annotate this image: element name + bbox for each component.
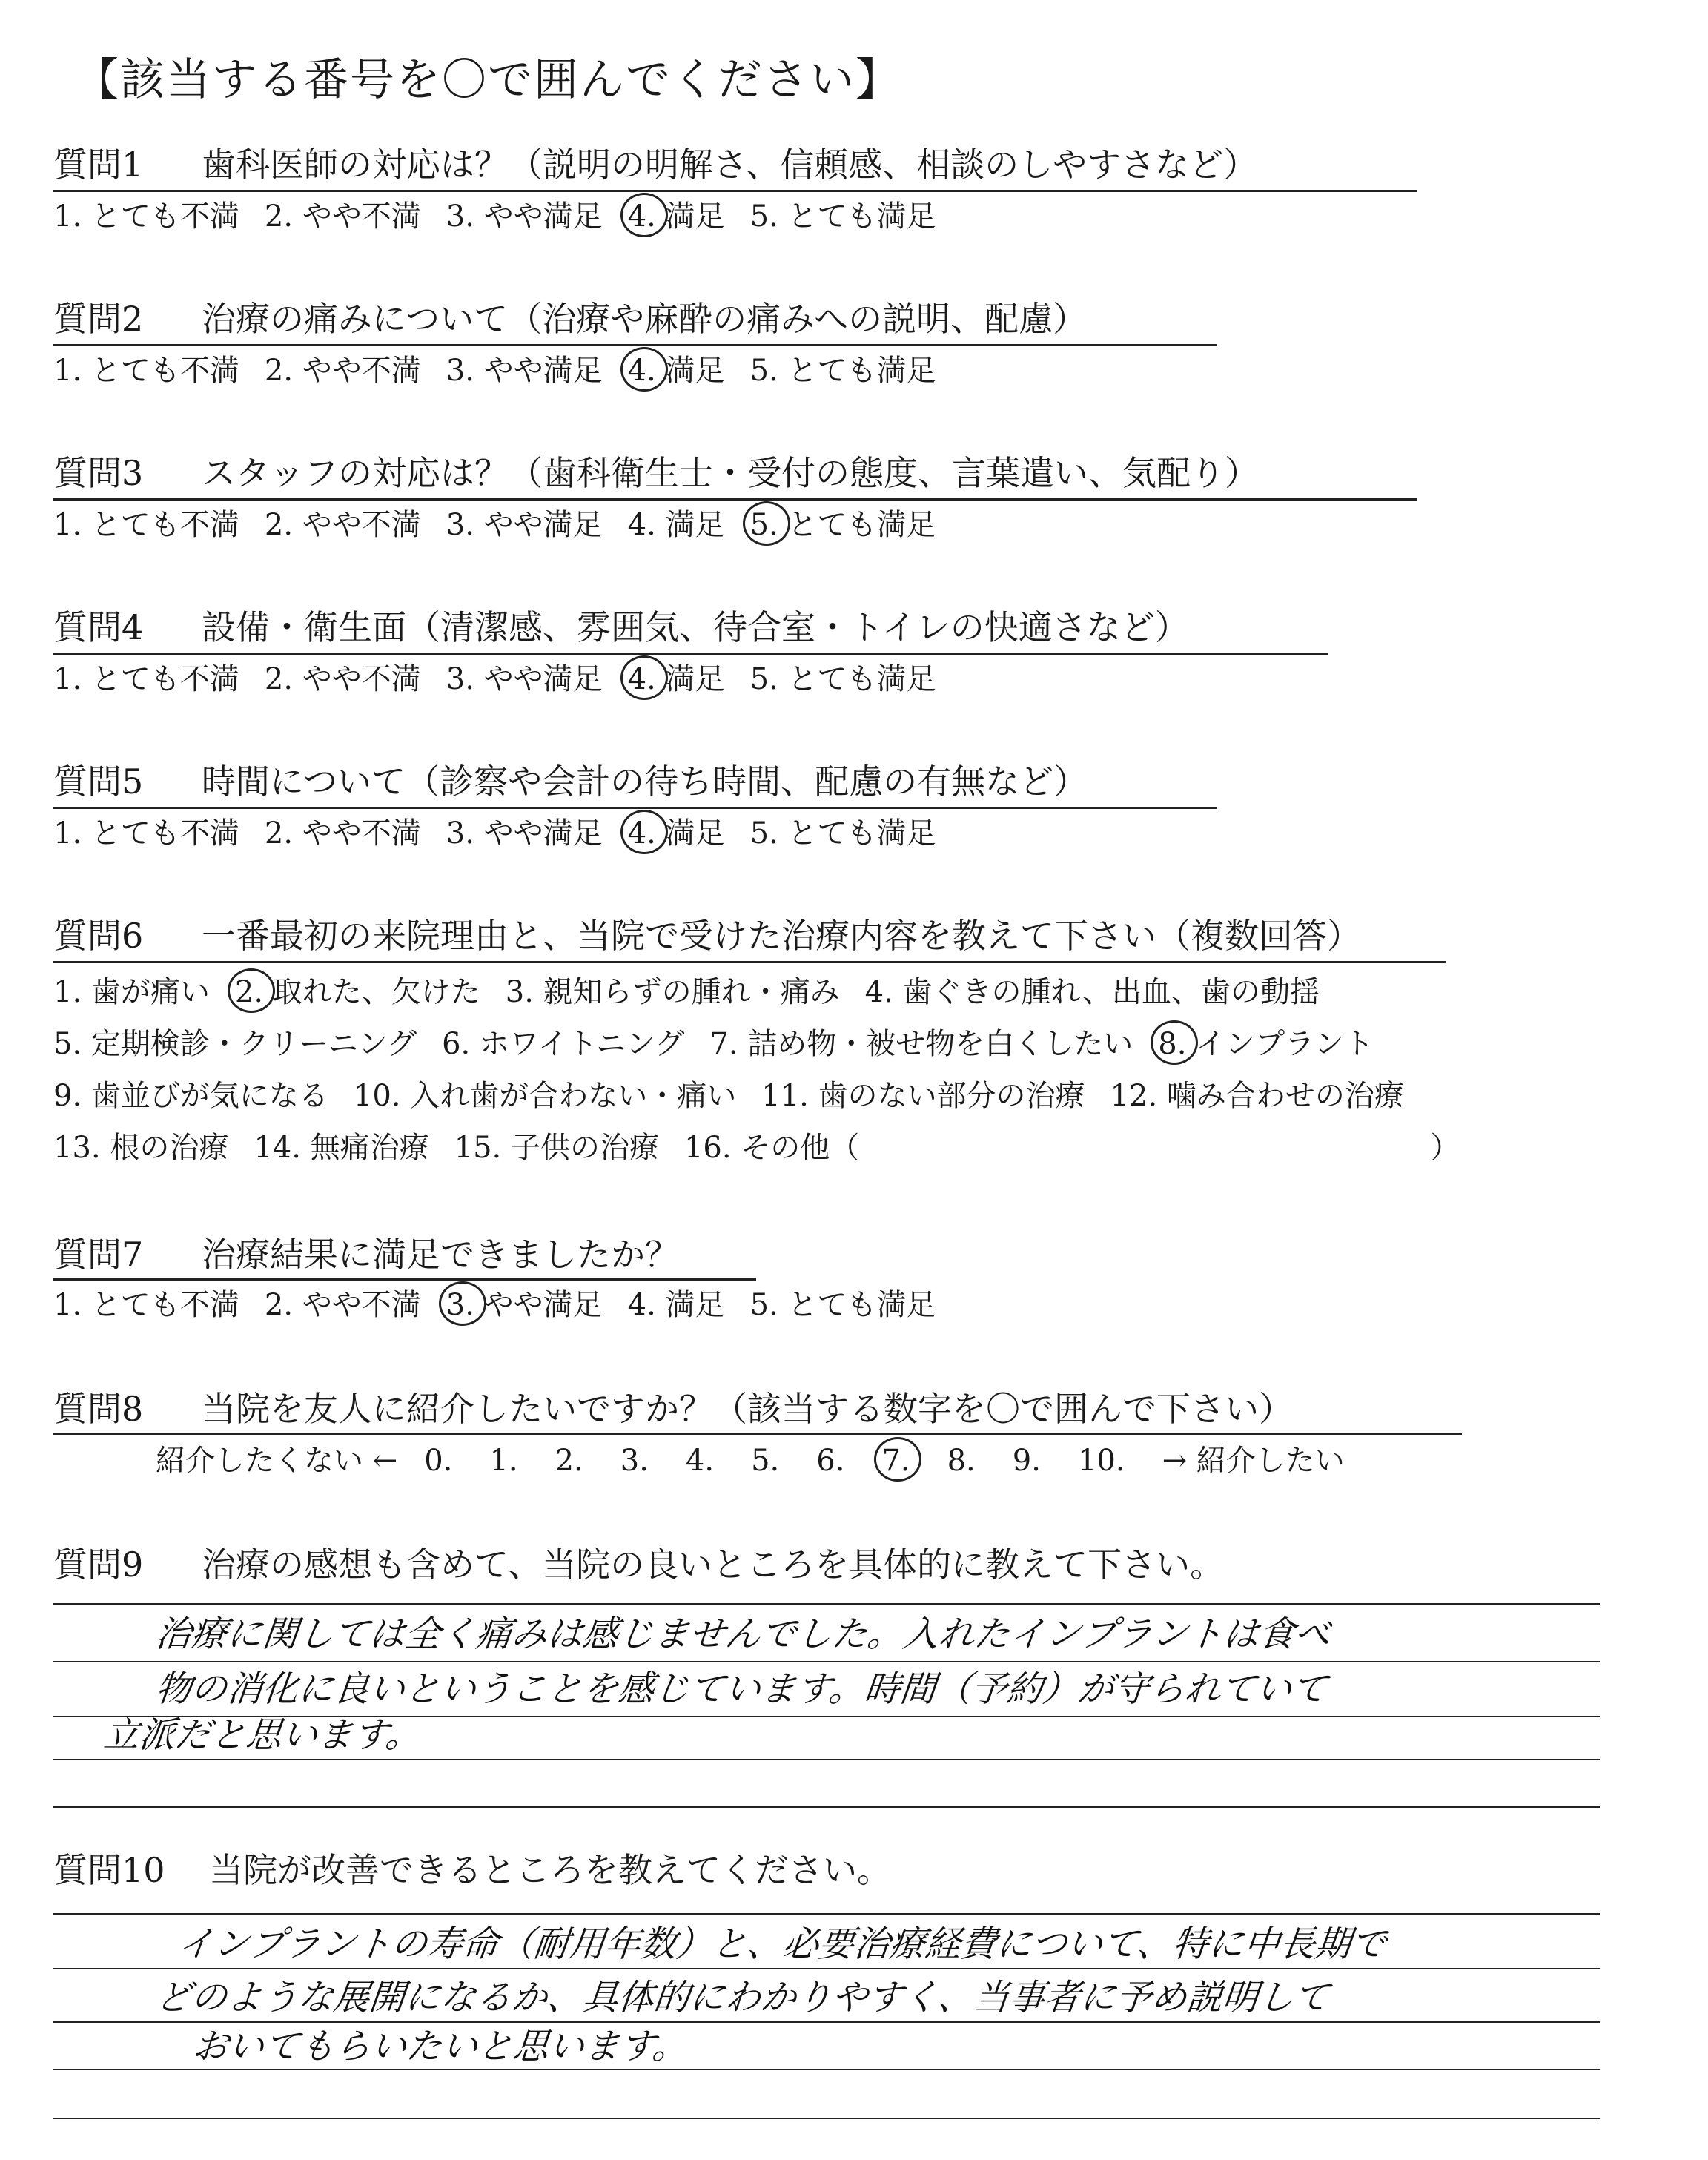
selection-circle xyxy=(228,968,275,1013)
option-label: 16. その他（ xyxy=(683,1131,860,1165)
option-label: 5. とても満足 xyxy=(749,816,936,851)
answer-option-selected xyxy=(881,1440,910,1482)
answer-option xyxy=(265,1284,421,1326)
question-5 xyxy=(53,758,1088,805)
answer-option xyxy=(750,196,936,237)
answer-option xyxy=(53,1127,228,1169)
answer-option xyxy=(53,658,239,700)
answer-options xyxy=(53,658,961,700)
answer-option-selected xyxy=(628,350,725,392)
answer-option-selected xyxy=(628,658,725,700)
question-text: 治療の痛みについて（治療や麻酔の痛みへの説明、配慮） xyxy=(202,299,1088,339)
question-underline xyxy=(53,344,1217,346)
answer-option xyxy=(555,1440,583,1482)
question-9 xyxy=(53,1541,1224,1588)
answer-option xyxy=(1110,1075,1404,1117)
option-label: 3. やや満足 xyxy=(446,354,603,388)
answer-options xyxy=(53,196,961,237)
handwritten-answer-line: 物の消化に良いということを感じています。時間（予約）が守られていて xyxy=(153,1668,1330,1710)
option-label: 1. とても不満 xyxy=(53,1288,239,1322)
option-label: 3. やや満足 xyxy=(446,662,603,696)
option-label: 6. ホワイトニング xyxy=(442,1027,685,1061)
answer-option xyxy=(265,196,421,237)
selection-circle xyxy=(620,810,668,854)
answer-line xyxy=(53,1806,1600,1808)
question-2 xyxy=(53,295,1087,343)
answer-line xyxy=(53,1661,1600,1662)
answer-option xyxy=(442,1023,684,1065)
answer-option-selected xyxy=(1158,1023,1374,1065)
nps-scale xyxy=(156,1440,1345,1482)
selection-circle xyxy=(874,1437,921,1482)
option-label: 4. 満足 xyxy=(627,354,725,388)
page-title: 【該当する番号を〇で囲んでください】 xyxy=(74,54,901,106)
option-label: 1. xyxy=(489,1444,518,1478)
question-underline xyxy=(53,807,1217,809)
question-number: 質問3 xyxy=(53,453,144,493)
question-text: 設備・衛生面（清潔感、雰囲気、待合室・トイレの快適さなど） xyxy=(202,607,1189,647)
answer-option xyxy=(686,1440,714,1482)
answer-options xyxy=(53,504,961,546)
question-underline xyxy=(53,1278,756,1281)
answer-option xyxy=(265,350,421,392)
option-label: 15. 子供の治療 xyxy=(454,1131,659,1165)
handwritten-answer-line: どのような展開になるか、具体的にわかりやすく、当事者に予め説明して xyxy=(153,1977,1331,2018)
option-label: 3. xyxy=(620,1444,649,1478)
question-text: 治療結果に満足できましたか？ xyxy=(202,1235,679,1275)
answer-option xyxy=(454,1127,659,1169)
option-label: 2. やや不満 xyxy=(264,662,421,696)
option-label: 1. とても不満 xyxy=(53,354,239,388)
answer-option xyxy=(750,350,936,392)
answer-line xyxy=(53,1603,1600,1605)
option-label: 9. 歯並びが気になる xyxy=(53,1079,328,1113)
question-number: 質問6 xyxy=(53,916,144,956)
option-label: 5. とても満足 xyxy=(749,354,936,388)
option-label: 5. 定期検診・クリーニング xyxy=(53,1027,417,1061)
question-number: 質問2 xyxy=(53,299,144,339)
question-text: 治療の感想も含めて、当院の良いところを具体的に教えて下さい。 xyxy=(202,1545,1225,1585)
answer-option xyxy=(424,1440,452,1482)
handwritten-answer-line: おいてもらいたいと思います。 xyxy=(191,2026,691,2067)
answer-line xyxy=(53,2118,1600,2119)
answer-option xyxy=(446,196,603,237)
option-label: 3. 親知らずの腫れ・痛み xyxy=(505,975,840,1009)
answer-options xyxy=(53,350,961,392)
answer-options xyxy=(53,1284,961,1326)
answer-option xyxy=(751,1440,779,1482)
handwritten-answer-line: 立派だと思います。 xyxy=(102,1714,424,1756)
answer-option xyxy=(816,1440,844,1482)
question-text: スタッフの対応は？（歯科衛生士・受付の態度、言葉遣い、気配り） xyxy=(202,453,1259,493)
answer-option xyxy=(446,350,603,392)
option-label: 4. 満足 xyxy=(627,508,725,542)
question-underline xyxy=(53,498,1417,501)
option-label: 5. とても満足 xyxy=(749,662,936,696)
answer-option xyxy=(53,196,239,237)
option-label: 2. やや不満 xyxy=(264,199,421,234)
answer-option xyxy=(53,1284,239,1326)
option-label: 4. 満足 xyxy=(627,662,725,696)
option-label: 12. 噛み合わせの治療 xyxy=(1110,1079,1404,1113)
answer-option xyxy=(750,813,936,854)
question-number: 質問10 xyxy=(53,1850,165,1890)
answer-option xyxy=(53,350,239,392)
question-number: 質問7 xyxy=(53,1235,144,1275)
answer-option xyxy=(1078,1440,1125,1482)
scale-right-label: → 紹介したい xyxy=(1162,1444,1345,1478)
selection-circle xyxy=(620,193,668,237)
option-label: 2. やや不満 xyxy=(264,354,421,388)
selection-circle xyxy=(743,501,790,546)
answer-option-selected xyxy=(446,1284,603,1326)
selection-circle xyxy=(620,347,668,392)
question-7 xyxy=(53,1231,679,1278)
answer-option xyxy=(53,1023,417,1065)
option-label: 2. やや不満 xyxy=(264,508,421,542)
option-label: 9. xyxy=(1012,1444,1041,1478)
option-label: 3. やや満足 xyxy=(446,1288,603,1322)
option-label: 5. とても満足 xyxy=(749,508,936,542)
selection-circle xyxy=(620,655,668,700)
option-label: 1. とても不満 xyxy=(53,816,239,851)
option-label: 3. やや満足 xyxy=(446,508,603,542)
answer-option xyxy=(53,813,239,854)
option-label: 3. やや満足 xyxy=(446,199,603,234)
scale-left-label: 紹介したくない ← xyxy=(156,1444,398,1478)
option-label: 1. 歯が痛い xyxy=(53,975,210,1009)
answer-option xyxy=(354,1075,736,1117)
answer-option xyxy=(446,504,603,546)
answer-option-selected xyxy=(235,971,480,1013)
answer-option xyxy=(53,504,239,546)
option-label: 2. 取れた、欠けた xyxy=(234,975,480,1009)
option-label: 13. 根の治療 xyxy=(53,1131,229,1165)
option-label: 2. やや不満 xyxy=(264,1288,421,1322)
option-label: 7. 詰め物・被せ物を白くしたい xyxy=(709,1027,1133,1061)
question-text: 当院を友人に紹介したいですか？（該当する数字を〇で囲んで下さい） xyxy=(202,1389,1293,1429)
answer-options xyxy=(53,813,961,854)
question-underline xyxy=(53,190,1417,192)
option-label: 2. やや不満 xyxy=(264,816,421,851)
question-underline xyxy=(53,961,1446,963)
option-label: 5. とても満足 xyxy=(749,199,936,234)
option-label: 5. xyxy=(751,1444,780,1478)
answer-line xyxy=(53,1913,1600,1915)
question-number: 質問1 xyxy=(53,145,144,185)
answer-options-row xyxy=(53,1075,1429,1117)
option-label: 4. 満足 xyxy=(627,816,725,851)
answer-option xyxy=(620,1440,649,1482)
answer-option xyxy=(947,1440,976,1482)
answer-options-row xyxy=(53,1023,1399,1065)
answer-option xyxy=(750,658,936,700)
question-1 xyxy=(53,141,1257,188)
answer-option xyxy=(628,504,725,546)
question-number: 質問4 xyxy=(53,607,144,647)
question-text: 一番最初の来院理由と、当院で受けた治療内容を教えて下さい（複数回答） xyxy=(202,916,1361,956)
question-10 xyxy=(53,1846,891,1894)
answer-option xyxy=(628,1284,725,1326)
answer-option xyxy=(1013,1440,1041,1482)
answer-option-selected xyxy=(628,813,725,854)
answer-option xyxy=(1430,1127,1460,1169)
answer-option xyxy=(865,971,1320,1013)
question-text: 歯科医師の対応は？（説明の明解さ、信頼感、相談のしやすさなど） xyxy=(202,145,1258,185)
question-number: 質問5 xyxy=(53,762,144,802)
question-underline xyxy=(53,1433,1462,1435)
question-text: 当院が改善できるところを教えてください。 xyxy=(209,1850,891,1890)
answer-option xyxy=(446,658,603,700)
option-label: ） xyxy=(1430,1131,1460,1165)
answer-option xyxy=(489,1440,517,1482)
answer-option xyxy=(254,1127,428,1169)
option-label: 2. xyxy=(555,1444,583,1478)
question-text: 時間について（診察や会計の待ち時間、配慮の有無など） xyxy=(202,762,1088,802)
option-label: 3. やや満足 xyxy=(446,816,603,851)
option-label: 1. とても不満 xyxy=(53,662,239,696)
option-label: 4. 満足 xyxy=(627,199,725,234)
question-number: 質問9 xyxy=(53,1545,144,1585)
handwritten-answer-line: インプラントの寿命（耐用年数）と、必要治療経費について、特に中長期で xyxy=(176,1923,1389,1965)
answer-options-row xyxy=(53,1127,1485,1169)
option-label: 8. インプラント xyxy=(1158,1027,1374,1061)
option-label: 1. とても不満 xyxy=(53,199,239,234)
question-4 xyxy=(53,604,1189,651)
option-label: 5. とても満足 xyxy=(749,1288,936,1322)
option-label: 0. xyxy=(424,1444,453,1478)
answer-options-row xyxy=(53,971,1345,1013)
answer-option-selected xyxy=(750,504,936,546)
option-label: 7. xyxy=(881,1444,910,1478)
answer-option-selected xyxy=(628,196,725,237)
option-label: 14. 無痛治療 xyxy=(254,1131,429,1165)
selection-circle xyxy=(1151,1020,1198,1065)
question-number: 質問8 xyxy=(53,1389,144,1429)
answer-option xyxy=(506,971,840,1013)
answer-option xyxy=(684,1127,859,1169)
answer-option xyxy=(446,813,603,854)
answer-option xyxy=(265,813,421,854)
answer-option xyxy=(709,1023,1133,1065)
answer-option xyxy=(53,971,210,1013)
question-6 xyxy=(53,912,1361,960)
option-label: 8. xyxy=(947,1444,976,1478)
option-label: 4. 満足 xyxy=(627,1288,725,1322)
question-3 xyxy=(53,449,1259,497)
option-label: 4. xyxy=(685,1444,715,1478)
option-label: 11. 歯のない部分の治療 xyxy=(761,1079,1085,1113)
option-label: 10. xyxy=(1077,1444,1125,1478)
answer-option xyxy=(265,658,421,700)
selection-circle xyxy=(439,1281,486,1326)
question-8 xyxy=(53,1385,1293,1433)
option-label: 1. とても不満 xyxy=(53,508,239,542)
option-label: 4. 歯ぐきの腫れ、出血、歯の動揺 xyxy=(864,975,1320,1009)
answer-option xyxy=(53,1075,328,1117)
answer-option xyxy=(265,504,421,546)
handwritten-answer-line: 治療に関しては全く痛みは感じませんでした。入れたインプラントは食べ xyxy=(153,1614,1332,1655)
answer-option xyxy=(750,1284,936,1326)
answer-option xyxy=(761,1075,1085,1117)
option-label: 10. 入れ歯が合わない・痛い xyxy=(353,1079,737,1113)
option-label: 6. xyxy=(816,1444,845,1478)
question-underline xyxy=(53,653,1328,655)
